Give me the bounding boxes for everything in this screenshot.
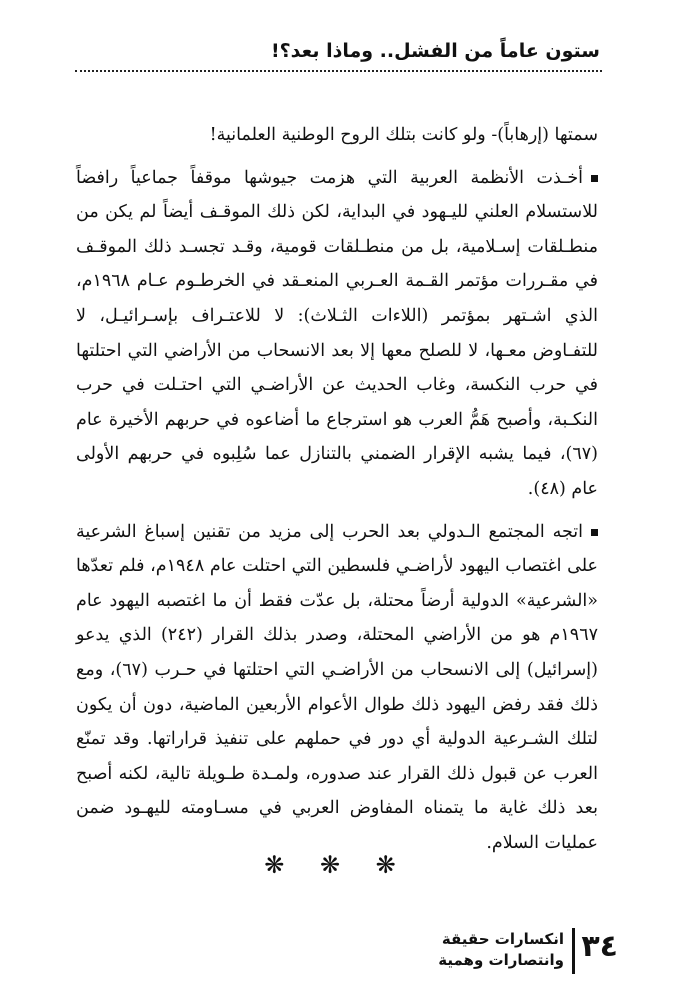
paragraph-arab-regimes xyxy=(76,161,598,507)
paragraph-international-community xyxy=(76,515,598,861)
bullet-square-icon xyxy=(591,529,598,536)
footer-book-title-line2: وانتصارات وهمية xyxy=(438,951,564,969)
header-dotted-divider xyxy=(75,70,602,72)
paragraph-continuation: سمتها (إرهاباً)- ولو كانت بتلك الروح الوطنية العلمانية! xyxy=(209,125,598,145)
footer-vertical-divider xyxy=(572,928,575,974)
footer-book-title-line1: انكسارات حقيقة xyxy=(441,930,564,948)
paragraph-text: أخـذت الأنظمة العربية التي هزمت جيوشها موقفاً جماعياً رافضاً للاستسلام العلني لليـهود في البداية، لكن ذلك الموقـف أيضاً لم يكن من منطـلقات إسـلامية، بل من منطـلقات قومية، وقـد تجسـد ذلك الموقـف في مقـررات مؤتمر القـمة العـربي المنعـقد في الخرطـوم عـام ١٩٦٨م، الذي اشـتهر بمؤتمر (اللاءات الثـلاث): لا للاعتـراف بإسـرائيـل، لا للتفـاوض معـها، لا للصلح معها إلا بعد الانسحاب من الأراضي التي احتلتها في حرب النكسة، وغاب الحديث عن الأراضـي التي احتـلت في حرب النكـبة، وأصبح هَمُّ العرب هو استرجاع ما أضاعوه في حربهم الأخيرة عام (٦٧)، فيما يشبه الإقرار الضمني بالتنازل عما سُلِبوه في حربهم الأولى عام (٤٨). xyxy=(76,167,598,499)
page-number: ٣٤ xyxy=(581,929,618,964)
bullet-square-icon xyxy=(591,175,598,182)
page-body xyxy=(76,118,598,860)
running-header-title: ستون عاماً من الفشل.. وماذا بعد؟! xyxy=(270,40,600,62)
footer-book-title xyxy=(438,929,564,971)
section-separator-stars: ❋ ❋ ❋ xyxy=(264,851,410,879)
paragraph-text: اتجه المجتمع الـدولي بعد الحرب إلى مزيد من تقنين إسباغ الشرعية على اغتصاب اليهود لأراضـي فلسطين التي احتلت عام ١٩٤٨م، فلم تعدّها «الشرعية» الدولية أرضاً محتلة، بل عدّت فقط أن ما اغتصبه اليهود عام ١٩٦٧م هو من الأراضي المحتلة، وصدر بذلك القرار (٢٤٢) الذي يدعو (إسرائيل) إلى الانسحاب من الأراضـي التي احتلتها في حـرب (٦٧)، ومع ذلك فقد رفض اليهود ذلك طوال الأعوام الأربعين الماضية، دون أن يكون لتلك الشـرعية الدولية أي دور في حملهم على تنفيذ قراراتها. وقد تمنّع العرب عن قبول ذلك القرار عند صدوره، ولمـدة طـويلة تالية، لكنه أصبح بعد ذلك غاية ما يتمناه المفاوض العربي في مسـاومته لليهـود ضمن عمليات السلام. xyxy=(76,521,599,853)
